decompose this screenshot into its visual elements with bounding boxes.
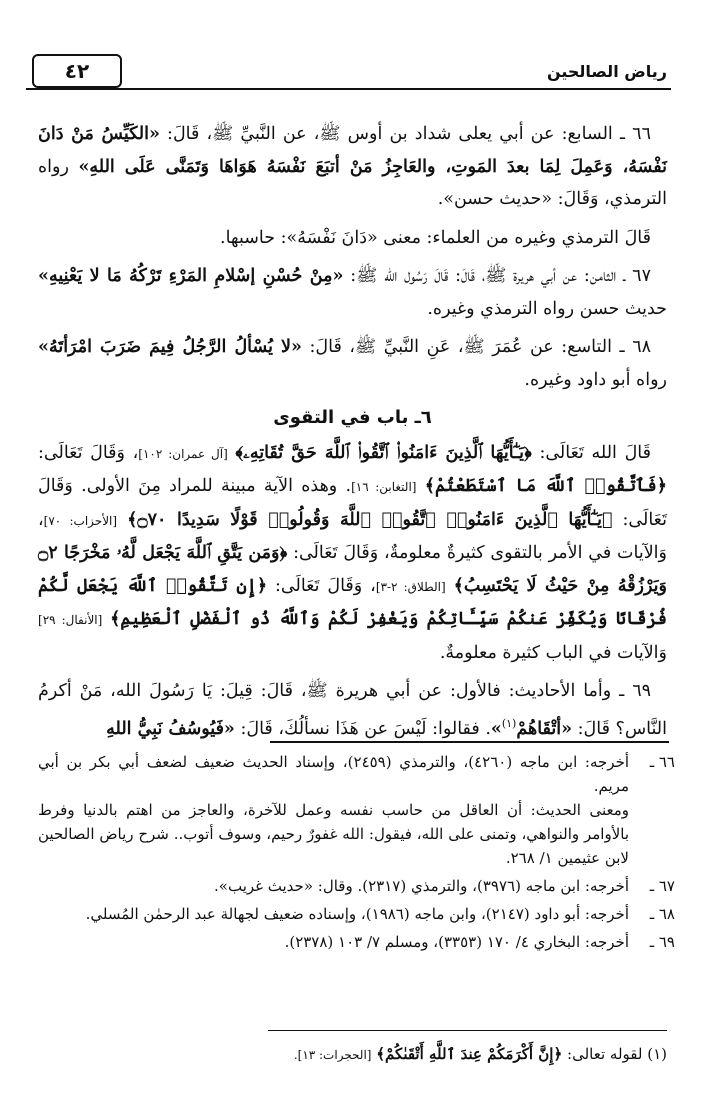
verse-ref-2: [التغابن: ١٦] [351, 480, 417, 494]
hadith-69-text-2: «فَيُوسُفُ نَبِيُّ اللهِ [106, 718, 235, 739]
footnotes [38, 750, 675, 958]
footnote-66 [38, 750, 675, 870]
main-text [38, 118, 667, 751]
hadith-69 [38, 675, 667, 745]
footnote-67 [38, 874, 675, 898]
verses-text-5: ، وَقَالَ تَعَالَى: [275, 575, 376, 596]
footnote-line: ومعنى الحديث: أن العاقل من حاسب نفسه وعمل للآخرة، والعاجز من اهتم بالدنيا وفرط بالأوامر والنواهي، وتمنى على الله، فيقول: الله غفورٌ رحيم، وسوف أتوب.. شرح رياض الصالحين لابن عثيمين ١/ ٢٦٨. [38, 801, 629, 867]
hadith-66-tail: رواه الترمذي، وَقَالَ: «حديث حسن». [38, 156, 667, 209]
hadith-67-text: «مِنْ حُسْنِ إسْلامِ المَرْءِ تَرْكُهُ مَا لا يَعْنِيهِ» [38, 266, 344, 286]
hadith-68-lead: ٦٨ ـ التاسع: عن عُمَرَ ﷺ، عَنِ النَّبيِّ ﷺ، قَالَ: [309, 337, 651, 357]
note-quote: ﴿إِنَّ أَكْرَمَكُمْ عِندَ ٱللَّهِ أَتْقَىٰكُمْ﴾ [376, 1045, 563, 1063]
footnote-number: ٦٦ ـ [649, 753, 675, 771]
footnote-divider [270, 741, 669, 743]
verse-ref-4: [الطلاق: ٢-٣] [375, 579, 446, 594]
footnote-69 [38, 930, 675, 954]
hadith-66-note: قَالَ الترمذي وغيره من العلماء: معنى «دَانَ نَفْسَهُ»: حاسبها. [220, 227, 651, 248]
quran-verse-4: ﴿وَمَن يَتَّقِ ٱللَّهَ يَجْعَل لَّهُۥ مَخْرَجًا ۝٢ وَيَرْزُقْهُ مِنْ حَيْثُ لَا يَحْتَسِبُ﴾ [38, 543, 667, 596]
hadith-69-mid: . فقالوا: لَيْسَ عن هَذَا نسألُكَ، قَالَ: [240, 718, 491, 739]
footnote-number: ٦٩ ـ [649, 933, 675, 951]
quran-verse-1: ﴿يَـٰٓأَيُّهَا ٱلَّذِينَ ءَامَنُوا۟ ٱتَّقُوا۟ ٱللَّهَ حَقَّ تُقَاتِهِۦ﴾ [235, 442, 532, 463]
verse-ref-3: [الأحزاب: ٧٠] [43, 513, 118, 528]
hadith-67-tail: حديث حسن رواه الترمذي وغيره. [427, 298, 667, 319]
footnote-ref[interactable]: (١) [501, 716, 517, 730]
footnote-68 [38, 902, 675, 926]
note-lead: لقوله تعالى: [567, 1045, 643, 1063]
verses-intro: قَالَ الله تَعَالَى: [539, 442, 651, 463]
quran-verse-5: ﴿إِن تَتَّقُوا۟ ٱللَّهَ يَجْعَل لَّكُمْ فُرْقَانًا وَيُكَفِّرْ عَنكُمْ سَيِّـَٔاتِكُمْ وَيَغْفِرْ لَكُمْ وَٱللَّهُ ذُو ٱلْفَضْلِ ٱلْعَظِيمِ﴾ [38, 575, 667, 629]
hadith-68 [38, 331, 667, 396]
footnote-line: أخرجه: ابن ماجه (٣٩٧٦)، والترمذي (٢٣١٧). وقال: «حديث غريب». [214, 877, 629, 895]
footnote-number: ٦٨ ـ [649, 905, 675, 923]
header-rule [26, 88, 671, 90]
book-title: رياض الصالحين [546, 62, 667, 81]
hadith-66-lead: ٦٦ ـ السابع: عن أبي يعلى شداد بن أوس ﷺ، عن النَّبيِّ ﷺ، قَالَ: [167, 124, 651, 144]
footnote-line: أخرجه: أبو داود (٢١٤٧)، وابن ماجه (١٩٨٦)، وإسناده ضعيف لجهالة عبد الرحمٰن المُسلي. [85, 905, 629, 923]
verses-text-2: ، وَقَالَ تَعَالَى: [38, 442, 139, 463]
hadith-69-text-1-end: » [490, 718, 502, 739]
hadith-67-lead: ٦٧ ـ الثامن: عن أبي هريرة ﷺ، قَالَ: قَالَ رَسُول الله ﷺ: [350, 266, 651, 286]
hadith-69-lead: ٦٩ ـ وأما الأحاديث: فالأول: عن أبي هريرة ﷺ، قَالَ: قِيلَ: يَا رَسُولَ الله، مَنْ أكرمُ النَّاس؟ قَالَ: [38, 681, 667, 739]
hadith-67 [38, 260, 667, 325]
hadith-68-tail: رواه أبو داود وغيره. [524, 369, 667, 390]
note-ref: [الحجرات: ١٣]. [293, 1048, 372, 1062]
verses-text-3: . وهذه الآية مبينة للمراد مِنَ الأولى. وَقَالَ تَعَالَى: [38, 476, 667, 530]
verse-ref-5: [الأنفال: ٢٩] [38, 613, 103, 627]
verses-text-4: ، وَالآيات في الأمر بالتقوى كثيرةٌ معلومةٌ، وَقَالَ تَعَالَى: [38, 509, 667, 563]
quran-verse-2: ﴿فَٱتَّقُوا۟ ٱللَّهَ مَا ٱسْتَطَعْتُمْ﴾ [424, 476, 667, 496]
footnote-number: ٦٧ ـ [649, 877, 675, 895]
page-header [26, 50, 671, 90]
note-divider [268, 1030, 667, 1031]
footnote-line: أخرجه: ابن ماجه (٤٢٦٠)، والترمذي (٢٤٥٩)، وإسناد الحديث ضعيف لضعف أبي بكر بن أبي مريم. [38, 753, 630, 795]
hadith-66-text: «الكَيِّسُ مَنْ دَانَ نَفْسَهُ، وَعَمِلَ لِمَا بعدَ المَوتِ، والعَاجِزُ مَنْ أتبَعَ نَفْسَهُ هَوَاهَا وَتَمَنَّى عَلَى اللهِ» [38, 124, 667, 177]
verses-text-6: وَالآيات في الباب كثيرة معلومةٌ. [439, 642, 667, 663]
hadith-68-text: «لا يُسْألُ الرَّجُلُ فِيمَ ضَرَبَ امْرَأتَهُ» [38, 337, 302, 357]
verse-ref-1: [آل عمران: ١٠٢] [138, 446, 228, 461]
footnote-line: أخرجه: البخاري ٤/ ١٧٠ (٣٣٥٣)، ومسلم ٧/ ١٠٣ (٢٣٧٨). [284, 933, 629, 951]
quran-verse-3: ﴿يَـٰٓأَيُّهَا ٱلَّذِينَ ءَامَنُوا۟ ٱتَّقُوا۟ ٱللَّهَ وَقُولُوا۟ قَوْلًا سَدِيدًا ۝٧٠﴾ [127, 509, 613, 530]
page-number: ٤٢ [32, 54, 122, 88]
note-number: (١) [647, 1045, 667, 1063]
chapter-verses [38, 437, 667, 670]
margin-note [40, 1042, 667, 1067]
chapter-title: ٦ـ باب في التقوى [273, 407, 432, 428]
hadith-66 [38, 118, 667, 216]
hadith-69-text-1: «أتْقَاهُمْ [516, 718, 573, 739]
